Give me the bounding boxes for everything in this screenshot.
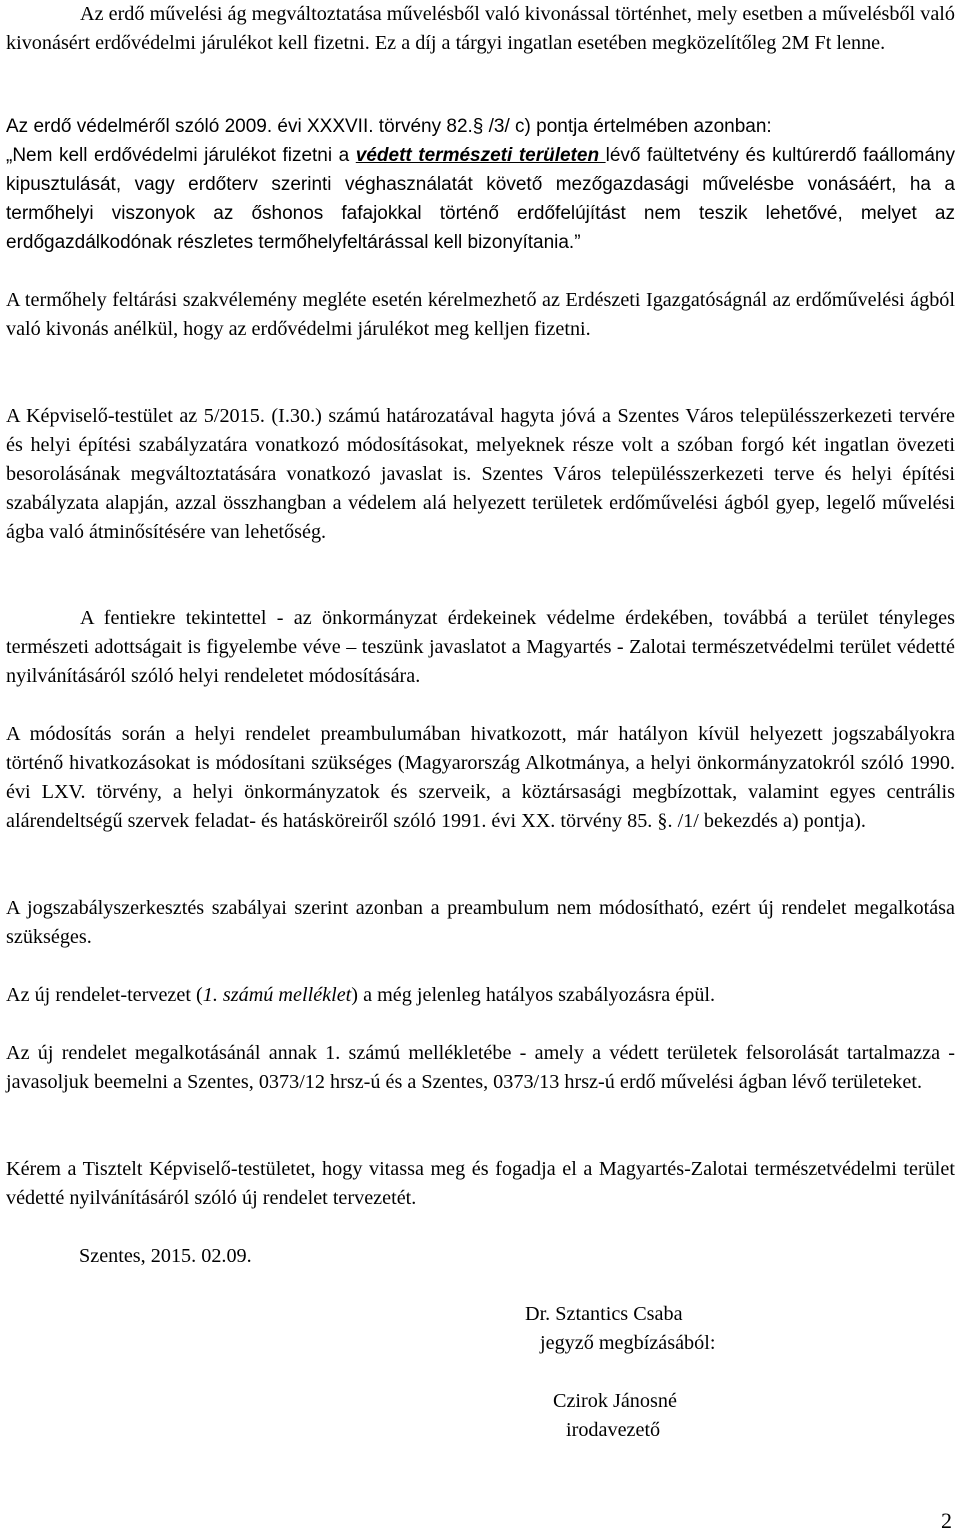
signer-name: Czirok Jánosné	[553, 1390, 677, 1412]
signer-role: irodavezető	[566, 1419, 661, 1441]
annex-reference: 1. számú melléklet	[202, 984, 352, 1006]
quote-text-end: lévő faültetvény és kultúrerdő faállomány kipusztulását, vagy erdőterv szerinti véghasználatát követő mezőgazdasági művelésbe vonásáért, ha a termőhelyi viszonyok az őshonos fafajokkal történő erdőfelújítást nem teszik lehetővé, melyet az erdőgazdálkodónak részletes termőhelyfeltárással kell bizonyítania.”	[6, 145, 955, 253]
signatory-name: Dr. Sztantics Csaba	[525, 1303, 683, 1325]
paragraph-new-regulation-needed: A jogszabályszerkesztés szabályai szerint azonban a preambulum nem módosítható, ezért új rendelet megalkotása szükséges.	[6, 897, 955, 948]
paragraph-annex-areas: Az új rendelet megalkotásánál annak 1. számú mellékletébe - amely a védett területek felsorolását tartalmazza - javasoljuk beemelni a Szentes, 0373/12 hrsz-ú és a Szentes, 0373/13 hrsz-ú erdő művelési ágban lévő területeket.	[6, 1042, 955, 1093]
paragraph-proposal: A fentiekre tekintettel - az önkormányzat érdekeinek védelme érdekében, továbbá a terület tényleges természeti adottságait is figyelembe véve – teszünk javaslatot a Magyartés - Zalotai természetvédelmi terület védetté nyilvánításáról szóló helyi rendeletet módosítására.	[6, 607, 955, 687]
place-and-date: Szentes, 2015. 02.09.	[79, 1245, 252, 1267]
quote-text-start: „Nem kell erdővédelmi járulékot fizetni a	[6, 145, 356, 166]
paragraph-draft-regulation	[6, 981, 955, 1010]
paragraph-forest-law-reference: Az erdő védelméről szóló 2009. évi XXXVII. törvény 82.§ /3/ c) pontja értelmében azonban:	[6, 116, 772, 137]
paragraph-request: Kérem a Tisztelt Képviselő-testületet, hogy vitassa meg és fogadja el a Magyartés-Zalotai természetvédelmi terület védetté nyilvánításáról szóló új rendelet tervezetét.	[6, 1158, 955, 1209]
paragraph-land-use-change: Az erdő művelési ág megváltoztatása művelésből való kivonással történhet, mely esetben a művelésből való kivonásért erdővédelmi járulékot kell fizetni. Ez a díj a tárgyi ingatlan esetében megközelítőleg 2M Ft lenne.	[6, 3, 955, 54]
draft-text-end: ) a még jelenleg hatályos szabályozásra épül.	[351, 984, 716, 1006]
signatory-role: jegyző megbízásából:	[540, 1332, 716, 1354]
paragraph-expert-opinion: A termőhely feltárási szakvélemény megléte esetén kérelmezhető az Erdészeti Igazgatóságnál az erdőművelési ágból való kivonás anélkül, hogy az erdővédelmi járulékot meg kelljen fizetni.	[6, 289, 955, 340]
paragraph-council-resolution: A Képviselő-testület az 5/2015. (I.30.) számú határozatával hagyta jóvá a Szentes Város településszerkezeti tervére és helyi építési szabályzatára vonatkozó módosításokat, melyeknek része volt a szóban forgó két ingatlan övezeti besorolásának megváltoztatására vonatkozó javaslat is. Szentes Város településszerkezeti terve és helyi építési szabályzata alapján, azzal összhangban a védelem alá helyezett területek erdőművelési ágból gyep, legelő művelési ágba való átminősítésére van lehetőség.	[6, 405, 955, 543]
page-number: 2	[941, 1508, 952, 1533]
paragraph-preamble-modification: A módosítás során a helyi rendelet preambulumában hivatkozott, már hatályon kívül helyezett jogszabályokra történő hivatkozásokat is módosítani szükséges (Magyarország Alkotmánya, a helyi önkormányzatokról szóló 1990. évi LXV. törvény, a helyi önkormányzatok és szerveik, a köztársasági megbízottak, valamint egyes centrális alárendeltségű szervek feladat- és hatásköreiről szóló 1991. évi XX. törvény 85. §. /1/ bekezdés a) pontja).	[6, 723, 955, 832]
draft-text-start: Az új rendelet-tervezet (	[6, 984, 203, 1006]
protected-area-emphasis: védett természeti területen	[355, 145, 606, 166]
paragraph-law-quote	[6, 141, 955, 257]
